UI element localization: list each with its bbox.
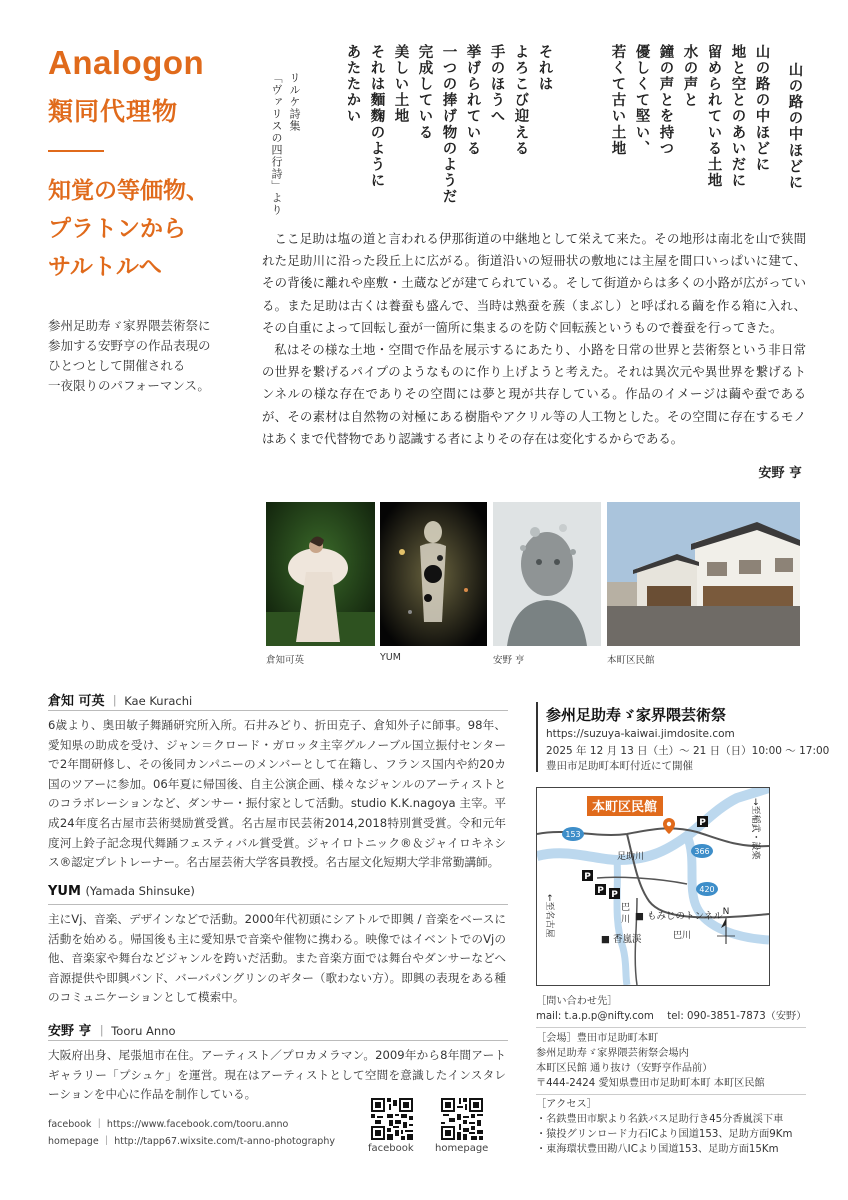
parking-icon <box>697 816 708 828</box>
title-divider <box>48 150 104 152</box>
poem-line: 地と空とのあいだに <box>729 44 747 189</box>
photo-kurachi <box>266 502 375 646</box>
venue-line: ［会場］豊田市足助町本町 <box>536 1033 659 1044</box>
title-japanese: 類同代理物 <box>48 97 179 126</box>
access-heading: ［アクセス］ <box>536 1099 597 1110</box>
contact-line[interactable]: mail: t.a.p.p@nifty.com tel: 090-3851-7873（安野） <box>536 1011 807 1022</box>
svg-text:P: P <box>699 818 706 828</box>
homepage-qr-code[interactable] <box>441 1098 483 1140</box>
photo-caption: 安野 亨 <box>493 655 525 666</box>
poem-line: それは <box>536 44 554 93</box>
svg-text:P: P <box>584 872 591 882</box>
intro-line: ひとつとして開催される <box>48 358 186 373</box>
poem-line: 手のほうへ <box>488 44 506 125</box>
poem-source: リルケ詩集 <box>288 72 301 132</box>
homepage-link[interactable]: homepage ｜ http://tapp67.wixsite.com/t-anno-photography <box>48 1136 335 1147</box>
event-accent-bar <box>536 702 538 772</box>
map-poi-korankei: ■ 香嵐渓 <box>601 934 642 945</box>
parking-icon <box>582 870 593 882</box>
intro-line: 参加する安野亨の作品表現の <box>48 338 211 353</box>
access-map <box>536 787 770 986</box>
subtitle-line: 知覚の等価物、 <box>48 178 209 204</box>
map-river-label: 足助川 <box>617 852 645 862</box>
essay-paragraph: ここ足助は塩の道と言われる伊那街道の中継地として栄えて来た。その地形は南北を山で狭間れた足助川に沿った段丘上に広がる。街道沿いの短冊状の敷地には主屋を間口いっぱいに建て、その背後に離れや座敷・土蔵などが建てられている。そして街道からは多くの小路が広がっている。また足助は古くは養蚕も盛んで、当時は熟蚕を蔟（まぶし）と呼ばれる繭を作る箱に入れ、その自重によって回転し蚕が一箇所に集まるのを防ぐ回転蔟というもので養蚕を行ってきた。 <box>262 231 806 335</box>
poem-line: 留められている土地 <box>705 44 723 189</box>
parking-icon <box>595 884 606 896</box>
bio-name-kurachi <box>48 690 192 709</box>
parking-icon <box>609 888 620 900</box>
bio-text-yum: 主にVj、音楽、デザインなどで活動。2000年代初頭にシアトルで即興 / 音楽をベースに活動を始める。帰国後も主に愛知県で音楽や催物に携わる。映像ではイベントでのVjの他、音楽家や舞台などジャンルを跨いだ活動。また音楽方面では舞台やダンサーなどへ音源提供や即興バンド、バーバパングリンのギター（歌わない方）。即興の表現をある種のコミュニケーションとして模索中。 <box>48 912 506 1005</box>
subtitle <box>48 172 209 286</box>
event-title: 参州足助寿ゞ家界隈芸術祭 <box>546 706 727 724</box>
poem-line: あたたかい <box>344 44 362 125</box>
poem-line: 山の路の中ほどに <box>753 44 771 173</box>
title-english: Analogon <box>48 44 205 81</box>
subtitle-line: サルトルへ <box>48 254 162 280</box>
facebook-link[interactable]: facebook ｜ https://www.facebook.com/tooru.anno <box>48 1119 289 1130</box>
bio-name-en: (Yamada Shinsuke) <box>85 884 195 898</box>
route-366-badge: 366 <box>694 847 710 856</box>
svg-text:P: P <box>597 886 604 896</box>
map-river-label: 川 <box>621 915 631 925</box>
venue-line: 本町区民館 通り抜け（安野亨作品前） <box>536 1063 713 1074</box>
info-divider <box>536 1027 806 1028</box>
bio-divider <box>48 904 508 905</box>
facebook-qr-code[interactable] <box>371 1098 413 1140</box>
photo-yum <box>380 502 487 646</box>
intro-text <box>48 316 211 396</box>
bio-name: 倉知 可英 <box>48 694 105 709</box>
bio-name-en: ｜ Kae Kurachi <box>109 694 193 708</box>
essay-paragraph: 私はその様な土地・空間で作品を展示するにあたり、小路を日常の世界と芸術祭という非日常の世界を繋げるパイプのようなものに作り上げようと考えた。それは異次元や異世界を繋げるトンネルの様な存在でありその空間には夢と現が共存している。作品のイメージは繭や蚕であるが、その素材は自然物の対極にある樹脂やアクリル等の人工物とした。その空間に存在するモノはあくまで代替物であり認識する者によりその存在は変化するからである。 <box>262 342 806 446</box>
venue-line: 〒444-2424 愛知県豊田市足助町本町 本町区民館 <box>536 1078 765 1089</box>
photo-anno <box>493 502 601 646</box>
event-url[interactable]: https://suzuya-kaiwai.jimdosite.com <box>546 728 735 740</box>
event-dates: 2025 年 12 月 13 日（土）～ 21 日（日）10:00 ～ 17:00 <box>546 745 830 757</box>
poem-line: 完成している <box>416 44 434 141</box>
poem-line: 一つの捧げ物のようだ <box>440 44 458 205</box>
essay <box>262 228 806 450</box>
route-420-badge: 420 <box>699 885 715 894</box>
poem-line: 挙げられている <box>464 44 482 157</box>
map-venue-label: 本町区民館 <box>592 800 658 815</box>
bio-text-anno: 大阪府出身、尾張旭市在住。アーティスト／プロカメラマン。2009年から8年間アートギャラリー「プシュケ」を運営。現在はアーティストとして空間を意識したインスタレーションを中心に作品を制作している。 <box>48 1048 506 1102</box>
map-direction-nagoya: ←至名古屋 <box>544 894 554 938</box>
poem-line: よろこび迎える <box>512 44 530 157</box>
event-place: 豊田市足助町本町付近にて開催 <box>546 760 693 772</box>
contact-heading: ［問い合わせ先］ <box>536 996 618 1007</box>
poem-line: 優しくて堅い、 <box>633 44 651 157</box>
poem-source: 「ヴァリスの四行詩」より <box>270 72 283 216</box>
photo-caption: 本町区民館 <box>607 655 655 666</box>
bio-name: YUM <box>48 884 81 899</box>
bio-divider <box>48 1040 508 1041</box>
svg-text:N: N <box>722 907 730 917</box>
poem-line: 若くて古い土地 <box>609 44 627 157</box>
bio-name-yum <box>48 884 195 899</box>
map-direction-inabu: →至稲武・設楽 <box>750 798 760 860</box>
access-line: ・猿投グリンロード力石ICより国道153、足助方面9Km <box>536 1129 793 1140</box>
subtitle-line: プラトンから <box>48 216 186 242</box>
photo-caption: YUM <box>380 652 401 663</box>
essay-author: 安野 亨 <box>758 466 802 481</box>
info-divider <box>536 1094 806 1095</box>
bio-name: 安野 亨 <box>48 1024 92 1039</box>
intro-line: 参州足助寿ゞ家界隈芸術祭に <box>48 318 211 333</box>
map-river-label: 巴川 <box>673 931 692 941</box>
map-river-label: 巴 <box>621 903 631 913</box>
route-153-badge: 153 <box>565 830 581 839</box>
poem-title: 山の路の中ほどに <box>786 62 804 191</box>
photo-caption: 倉知可英 <box>266 655 305 666</box>
bio-divider <box>48 710 508 711</box>
intro-line: 一夜限りのパフォーマンス。 <box>48 378 210 393</box>
poem-line: 水の声と <box>681 44 699 109</box>
access-line: ・名鉄豊田市駅より名鉄バス足助行き45分香嵐渓下車 <box>536 1114 784 1125</box>
bio-name-en: ｜ Tooru Anno <box>96 1024 176 1038</box>
qr-caption: facebook <box>368 1143 414 1154</box>
bio-name-anno <box>48 1020 176 1039</box>
bio-text-kurachi: 6歳より、奥田敏子舞踊研究所入所。石井みどり、折田克子、倉知外子に師事。98年、愛知県の助成を受け、ジャン＝クロード・ガロッタ主宰グルノーブル国立振付センターで2年間研修し、その後同カンパニーのメンバーとして在籍し、フランス国内や約20カ国のツアーに参加。06年夏に帰国後、自主公演企画、様々なジャンルのアーティストとのコラボレーションなど、ダンサー・振付家として活動。studio K.K.nagoya 主宰。平成24年度名古屋市芸術奨励賞受賞。名古屋市民芸術2014,2018特別賞受賞。令和元年度河上鈴子記念現代舞踊フェスティバル賞受賞。ジャイロトニック®＆ジャイロキネシス®認定プレトレーナー。名古屋芸術大学客員教授。名古屋文化短期大学非常勤講師。 <box>48 718 506 870</box>
poem-line: 鐘の声とを持つ <box>657 44 675 157</box>
map-poi-momiji: ■ もみじのトンネル <box>635 911 723 922</box>
venue-line: 参州足助寿ゞ家界隈芸術祭会場内 <box>536 1048 689 1059</box>
poem-line: それは麵麴のように <box>368 44 386 189</box>
poem-line: 美しい土地 <box>392 44 410 125</box>
qr-caption: homepage <box>435 1143 489 1154</box>
access-line: ・東海環状豊田勘八ICより国道153、足助方面15Km <box>536 1144 779 1155</box>
photo-honmachi-hall <box>607 502 800 646</box>
svg-text:P: P <box>611 890 618 900</box>
